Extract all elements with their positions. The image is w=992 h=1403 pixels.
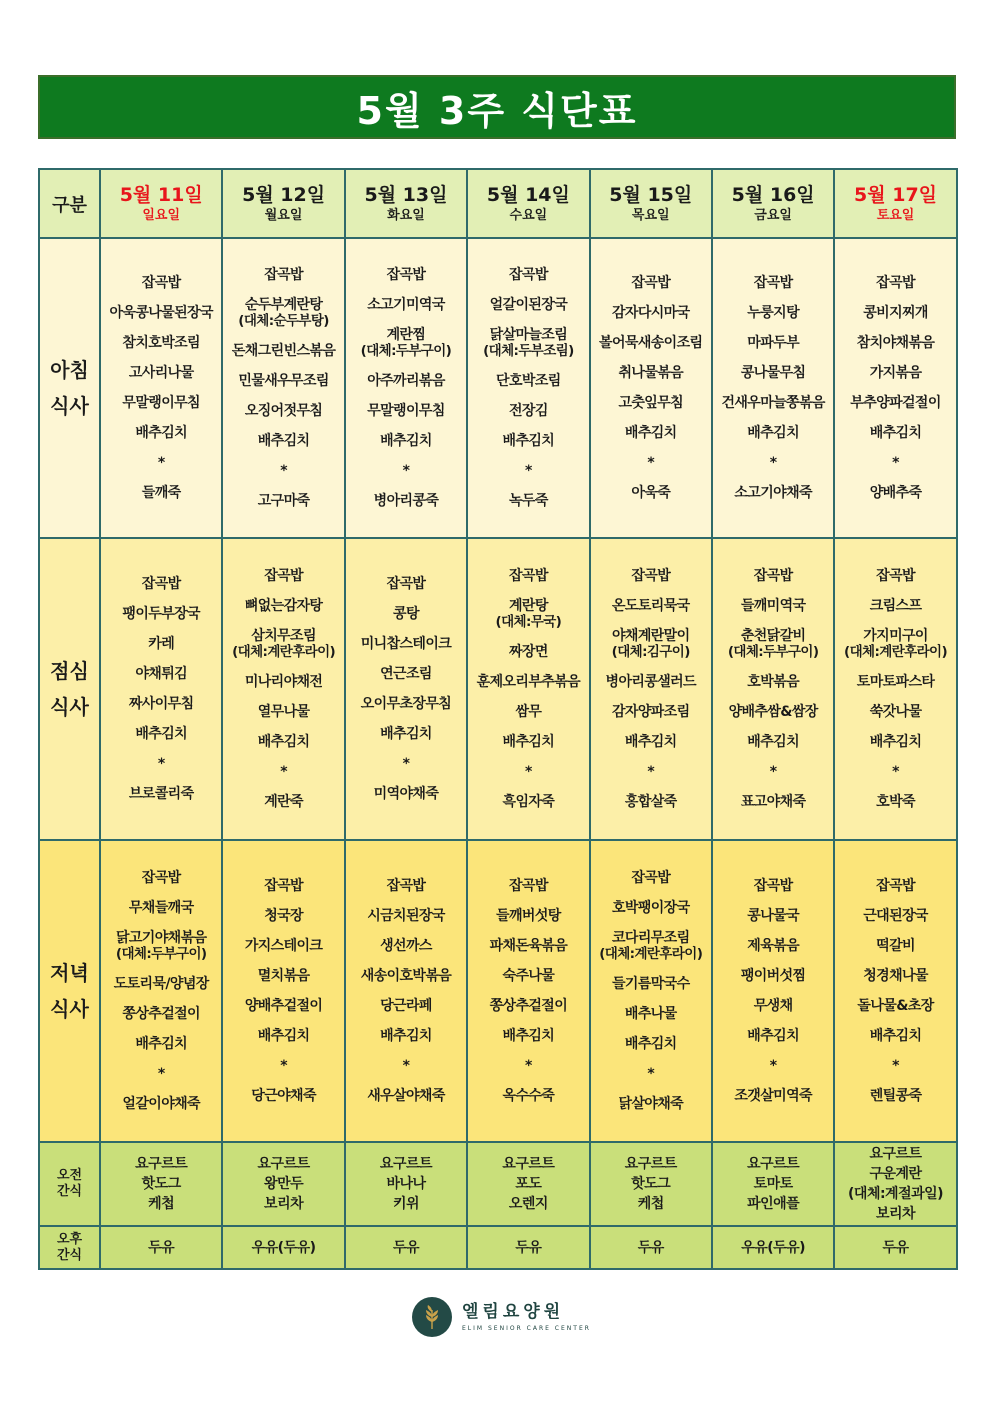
menu-item: 옥수수죽 [502,1088,555,1104]
meal-label-line: 식사 [50,394,89,418]
day-header [100,169,222,238]
menu-item: 잡곡밥 [876,878,915,894]
menu-item: 잡곡밥 [264,568,303,584]
menu-item: 부추양파겉절이 [850,395,941,411]
snack-cell [345,1142,467,1226]
menu-item: 양배추쌈&쌈장 [728,704,818,720]
day-date: 5월 13일 [364,183,448,206]
menu-item: 새송이호박볶음 [360,968,452,984]
menu-item: 콩탕 [393,606,419,622]
menu-item: * [402,463,410,479]
menu-item: 온도토리묵국 [611,598,690,614]
snack-label-line: 오후 [56,1231,83,1247]
menu-item: 배추김치 [747,734,799,750]
menu-item: 배추김치 [257,734,310,750]
menu-cell [100,238,222,538]
menu-item: 계란탕 [508,598,548,614]
snack-item: 보리차 [264,1196,304,1212]
menu-item: 단호박조림 [496,373,561,389]
meal-label-line: 식사 [50,695,89,719]
menu-item: 뼈없는감자탕 [244,598,323,614]
snack-item: 보리차 [876,1206,916,1222]
menu-item: * [402,1058,410,1074]
menu-cell [345,238,467,538]
menu-item: * [647,455,655,471]
menu-item: 잡곡밥 [386,267,426,283]
menu-item: 잡곡밥 [631,870,671,886]
menu-item: (대체:계란후라이) [599,946,703,962]
snack-item: 핫도그 [141,1176,181,1192]
snack-item: 구운계란 [869,1166,922,1182]
menu-item: 렌틸콩죽 [869,1088,922,1104]
snack-item: 두유 [882,1239,909,1256]
snack-item: 핫도그 [631,1176,671,1192]
menu-item: 무말랭이무침 [367,403,445,419]
snack-item: 오렌지 [508,1196,548,1212]
menu-item: 잡곡밥 [264,878,303,894]
menu-item: 청국장 [264,908,303,924]
menu-item: (대체:두부구이) [360,343,452,359]
menu-item: (대체:두부구이) [115,946,207,962]
menu-item: 배추김치 [869,425,922,441]
menu-cell [712,238,834,538]
menu-item: 가지스테이크 [244,938,323,954]
snack-label [39,1142,100,1226]
day-of-week: 금요일 [754,207,792,223]
menu-item: 잡곡밥 [753,275,793,291]
menu-item: 삼치무조림 [251,628,316,644]
menu-item: 잡곡밥 [386,878,426,894]
menu-item: 고춧잎무침 [618,395,684,411]
day-of-week: 일요일 [142,207,181,223]
menu-item: 배추김치 [502,734,555,750]
breakfast-row [39,238,957,538]
menu-item: * [525,1058,532,1074]
menu-item: 병아리콩죽 [373,493,439,509]
menu-item: 아욱콩나물된장국 [109,305,213,321]
menu-item: 얼갈이야채죽 [122,1096,200,1112]
day-date: 5월 17일 [854,183,938,206]
snack-cell [467,1226,589,1269]
meal-label [39,538,100,840]
snack-item: 두유 [515,1239,542,1256]
page-title: 5월 3주 식단표 [356,88,638,133]
menu-item: 계란찜 [386,327,426,343]
menu-item: 멸치볶음 [257,968,310,984]
menu-item: * [525,463,532,479]
menu-item: 잡곡밥 [876,568,915,584]
menu-item: * [402,756,410,772]
menu-item: 미나리야채전 [244,674,323,690]
menu-item: * [280,1058,287,1074]
menu-cell [100,538,222,840]
menu-item: 감자양파조림 [611,704,690,720]
day-header [467,169,589,238]
snack-item: 우유(두유) [741,1239,806,1256]
menu-cell [222,238,344,538]
menu-item: 배추김치 [624,425,677,441]
snack-item: (대체:계절과일) [848,1186,944,1202]
menu-item: 가지미구이 [863,628,928,644]
snack-item: 요구르트 [135,1156,188,1172]
menu-item: * [892,455,899,471]
day-header [222,169,344,238]
menu-item: 참치야채볶음 [856,335,935,351]
menu-item: 쑥갓나물 [869,704,922,720]
meal-table [38,168,958,1270]
menu-item: 콩비지찌개 [863,305,928,321]
menu-item: 들깨미역국 [740,598,806,614]
meal-label-line: 저녁 [50,961,89,985]
menu-item: 아주까리볶음 [367,373,445,389]
menu-cell [590,238,712,538]
menu-item: * [157,756,165,772]
menu-item: 브로콜리죽 [128,786,194,802]
menu-item: 당근야채죽 [251,1088,316,1104]
menu-item: 누룽지탕 [747,305,799,321]
menu-cell [345,538,467,840]
menu-item: 조갯살미역죽 [734,1088,812,1104]
menu-item: 볼어묵새송이조림 [599,335,703,351]
afternoon-snack-row [39,1226,957,1269]
menu-cell [712,840,834,1142]
menu-item: 잡곡밥 [508,878,548,894]
day-date: 5월 14일 [486,183,570,206]
menu-item: 배추김치 [502,433,555,449]
menu-item: 코다리무조림 [611,930,690,946]
menu-item: 팽이두부장국 [122,606,200,622]
day-date: 5월 15일 [609,183,693,206]
menu-item: 숙주나물 [502,968,555,984]
menu-item: 호박죽 [876,794,915,810]
day-header [345,169,467,238]
menu-item: (대체:두부조림) [483,343,574,359]
menu-item: 미역야채죽 [373,786,439,802]
snack-cell [590,1226,712,1269]
menu-cell [467,238,589,538]
snack-item: 요구르트 [747,1156,800,1172]
menu-item: 병아리콩샐러드 [605,674,696,690]
menu-item: * [647,1066,655,1082]
menu-item: 잡곡밥 [141,275,181,291]
menu-cell [834,238,956,538]
menu-item: 쫑상추겉절이 [489,998,568,1014]
snack-cell [712,1142,834,1226]
menu-cell [467,840,589,1142]
menu-cell [834,538,956,840]
menu-item: 춘천닭갈비 [740,628,806,644]
menu-item: (대체:두부구이) [727,644,819,660]
menu-item: 잡곡밥 [631,275,671,291]
menu-item: * [769,1058,777,1074]
menu-item: 배추나물 [624,1006,677,1022]
snack-cell [834,1142,956,1226]
menu-item: 배추김치 [380,433,432,449]
menu-item: 당근라페 [380,998,432,1014]
menu-cell [590,538,712,840]
snack-cell [712,1226,834,1269]
menu-item: 배추김치 [869,734,922,750]
day-of-week: 목요일 [631,207,670,223]
menu-item: 참치호박조림 [122,335,200,351]
menu-item: 오징어젓무침 [244,403,323,419]
menu-item: 훈제오리부추볶음 [476,674,581,690]
menu-item: 새우살야채죽 [367,1088,445,1104]
logo-subtitle: ELIM SENIOR CARE CENTER [462,1325,591,1332]
snack-cell [100,1142,222,1226]
menu-item: 청경채나물 [863,968,928,984]
menu-item: 배추김치 [257,433,310,449]
menu-item: 닭살마늘조림 [489,327,568,343]
menu-item: 배추김치 [869,1028,922,1044]
snack-label-line: 간식 [56,1247,83,1263]
menu-item: 잡곡밥 [508,267,548,283]
snack-cell [467,1142,589,1226]
day-of-week: 수요일 [509,207,548,223]
menu-item: 배추김치 [502,1028,555,1044]
snack-item: 케첩 [148,1196,175,1212]
menu-item: 카레 [148,636,175,652]
snack-item: 두유 [148,1239,175,1256]
menu-item: 소고기미역국 [367,297,445,313]
menu-item: 근대된장국 [863,908,928,924]
menu-item: 무생채 [753,998,793,1014]
menu-item: * [769,764,777,780]
snack-item: 요구르트 [869,1146,922,1162]
menu-item: * [280,463,287,479]
menu-item: 배추김치 [257,1028,310,1044]
snack-item: 요구르트 [257,1156,310,1172]
menu-item: 잡곡밥 [631,568,671,584]
snack-item: 두유 [637,1239,664,1256]
logo [412,1296,591,1338]
snack-item: 포도 [515,1176,542,1192]
snack-item: 요구르트 [379,1156,433,1172]
menu-item: * [892,764,899,780]
menu-item: 양배추겉절이 [244,998,323,1014]
menu-item: 순두부계란탕 [244,297,323,313]
menu-item: * [892,1058,899,1074]
menu-item: 홍합살죽 [624,794,677,810]
day-of-week: 화요일 [387,207,425,223]
snack-item: 두유 [392,1239,419,1256]
header-row [39,169,957,238]
menu-item: 야채계란말이 [611,628,690,644]
snack-cell [100,1226,222,1269]
menu-item: 취나물볶음 [618,365,684,381]
snack-cell [345,1226,467,1269]
menu-item: 배추김치 [747,1028,799,1044]
menu-item: 크림스프 [869,598,922,614]
day-of-week: 토요일 [876,207,915,223]
menu-item: 잡곡밥 [141,576,181,592]
menu-item: 쌈무 [515,704,542,720]
menu-item: 양배추죽 [869,485,922,501]
menu-item: 호박팽이장국 [611,900,690,916]
menu-item: 들기름막국수 [611,976,690,992]
menu-item: 배추김치 [135,425,188,441]
menu-cell [222,840,344,1142]
menu-item: 배추김치 [135,726,188,742]
menu-item: 건새우마늘쫑볶음 [721,395,825,411]
day-of-week: 월요일 [264,207,303,223]
menu-item: 표고야채죽 [740,794,806,810]
menu-item: 콩나물무침 [740,365,806,381]
day-header [712,169,834,238]
snack-label-line: 오전 [56,1168,83,1183]
menu-item: * [157,1066,165,1082]
snack-item: 우유(두유) [251,1239,316,1256]
menu-item: 파채돈육볶음 [489,938,568,954]
menu-item: 닭살야채죽 [618,1096,684,1112]
menu-item: 계란죽 [264,794,303,810]
day-date: 5월 16일 [731,183,815,206]
menu-item: 가지볶음 [869,365,922,381]
menu-item: 잡곡밥 [141,870,181,886]
menu-item: 생선까스 [380,938,432,954]
menu-item: 민물새우무조림 [238,373,329,389]
snack-label-line: 간식 [56,1184,83,1199]
snack-item: 키위 [392,1196,419,1212]
menu-item: 잡곡밥 [508,568,548,584]
snack-item: 왕만두 [264,1176,304,1192]
menu-item: 전장김 [508,403,548,419]
menu-item: 잡곡밥 [876,275,915,291]
title-banner [38,75,956,139]
day-header [834,169,956,238]
menu-item: 배추김치 [624,1036,677,1052]
menu-item: 잡곡밥 [264,267,303,283]
snack-item: 요구르트 [502,1156,555,1172]
menu-item: 배추김치 [624,734,677,750]
snack-item: 케첩 [637,1196,664,1212]
snack-item: 바나나 [386,1176,426,1192]
menu-item: 돌나물&초장 [857,998,934,1014]
menu-cell [467,538,589,840]
menu-item: 쫑상추겉절이 [122,1006,200,1022]
logo-name: 엘림요양원 [462,1302,565,1322]
header-label: 구분 [39,169,100,238]
menu-item: 돈채그린빈스볶음 [231,343,336,359]
menu-item: * [525,764,532,780]
snack-cell [222,1142,344,1226]
menu-item: 무말랭이무침 [122,395,200,411]
menu-item: 야채튀김 [135,666,188,682]
menu-item: (대체:순두부탕) [238,313,329,329]
menu-item: 오이무초장무침 [360,696,452,712]
menu-item: (대체:계란후라이) [232,644,336,660]
snack-item: 요구르트 [624,1156,677,1172]
menu-item: 열무나물 [257,704,310,720]
snack-label [39,1226,100,1269]
snack-item: 토마토 [753,1176,793,1192]
menu-item: (대체:계란후라이) [844,644,948,660]
menu-item: 들깨버섯탕 [496,908,561,924]
menu-item: 배추김치 [135,1036,188,1052]
menu-item: 고구마죽 [257,493,310,509]
menu-item: 들깨죽 [141,485,181,501]
menu-item: 연근조림 [380,666,432,682]
menu-cell [834,840,956,1142]
menu-cell [712,538,834,840]
menu-item: 감자다시마국 [611,305,690,321]
morning-snack-row [39,1142,957,1226]
menu-item: 제육볶음 [747,938,799,954]
menu-item: 시금치된장국 [367,908,445,924]
menu-cell [590,840,712,1142]
menu-item: 흑임자죽 [502,794,555,810]
wheat-icon [412,1297,452,1337]
menu-item: 미니찹스테이크 [360,636,452,652]
menu-item: 고사리나물 [128,365,194,381]
menu-item: (대체:김구이) [611,644,690,660]
menu-item: 마파두부 [747,335,799,351]
menu-item: * [280,764,287,780]
snack-cell [590,1142,712,1226]
menu-item: 짜장면 [508,644,548,660]
menu-item: 토마토파스타 [856,674,935,690]
menu-item: 배추김치 [380,1028,432,1044]
menu-cell [345,840,467,1142]
menu-item: 잡곡밥 [753,878,793,894]
dinner-row [39,840,957,1142]
menu-cell [222,538,344,840]
menu-item: 아욱죽 [631,485,671,501]
meal-label-line: 식사 [50,997,89,1021]
menu-item: 얼갈이된장국 [489,297,568,313]
day-date: 5월 11일 [119,183,203,206]
day-header [590,169,712,238]
menu-item: 소고기야채죽 [734,485,812,501]
menu-item: 도토리묵/양념장 [113,976,209,992]
menu-item: 닭고기야채볶음 [115,930,207,946]
menu-item: 떡갈비 [876,938,915,954]
menu-item: 배추김치 [380,726,432,742]
lunch-row [39,538,957,840]
menu-item: 팽이버섯찜 [740,968,806,984]
menu-item: (대체:무국) [495,614,562,630]
snack-cell [222,1226,344,1269]
meal-label [39,238,100,538]
menu-item: 짜사이무침 [128,696,194,712]
menu-item: 배추김치 [747,425,799,441]
menu-item: * [769,455,777,471]
menu-item: 콩나물국 [747,908,799,924]
menu-item: 잡곡밥 [386,576,426,592]
menu-item: * [647,764,655,780]
meal-label-line: 아침 [50,358,89,382]
meal-label [39,840,100,1142]
menu-item: 호박볶음 [747,674,799,690]
menu-item: * [157,455,165,471]
snack-item: 파인애플 [747,1196,800,1212]
menu-cell [100,840,222,1142]
menu-item: 녹두죽 [508,493,548,509]
snack-cell [834,1226,956,1269]
menu-item: 무채들깨국 [128,900,194,916]
meal-label-line: 점심 [50,659,89,683]
menu-item: 잡곡밥 [753,568,793,584]
day-date: 5월 12일 [242,183,326,206]
